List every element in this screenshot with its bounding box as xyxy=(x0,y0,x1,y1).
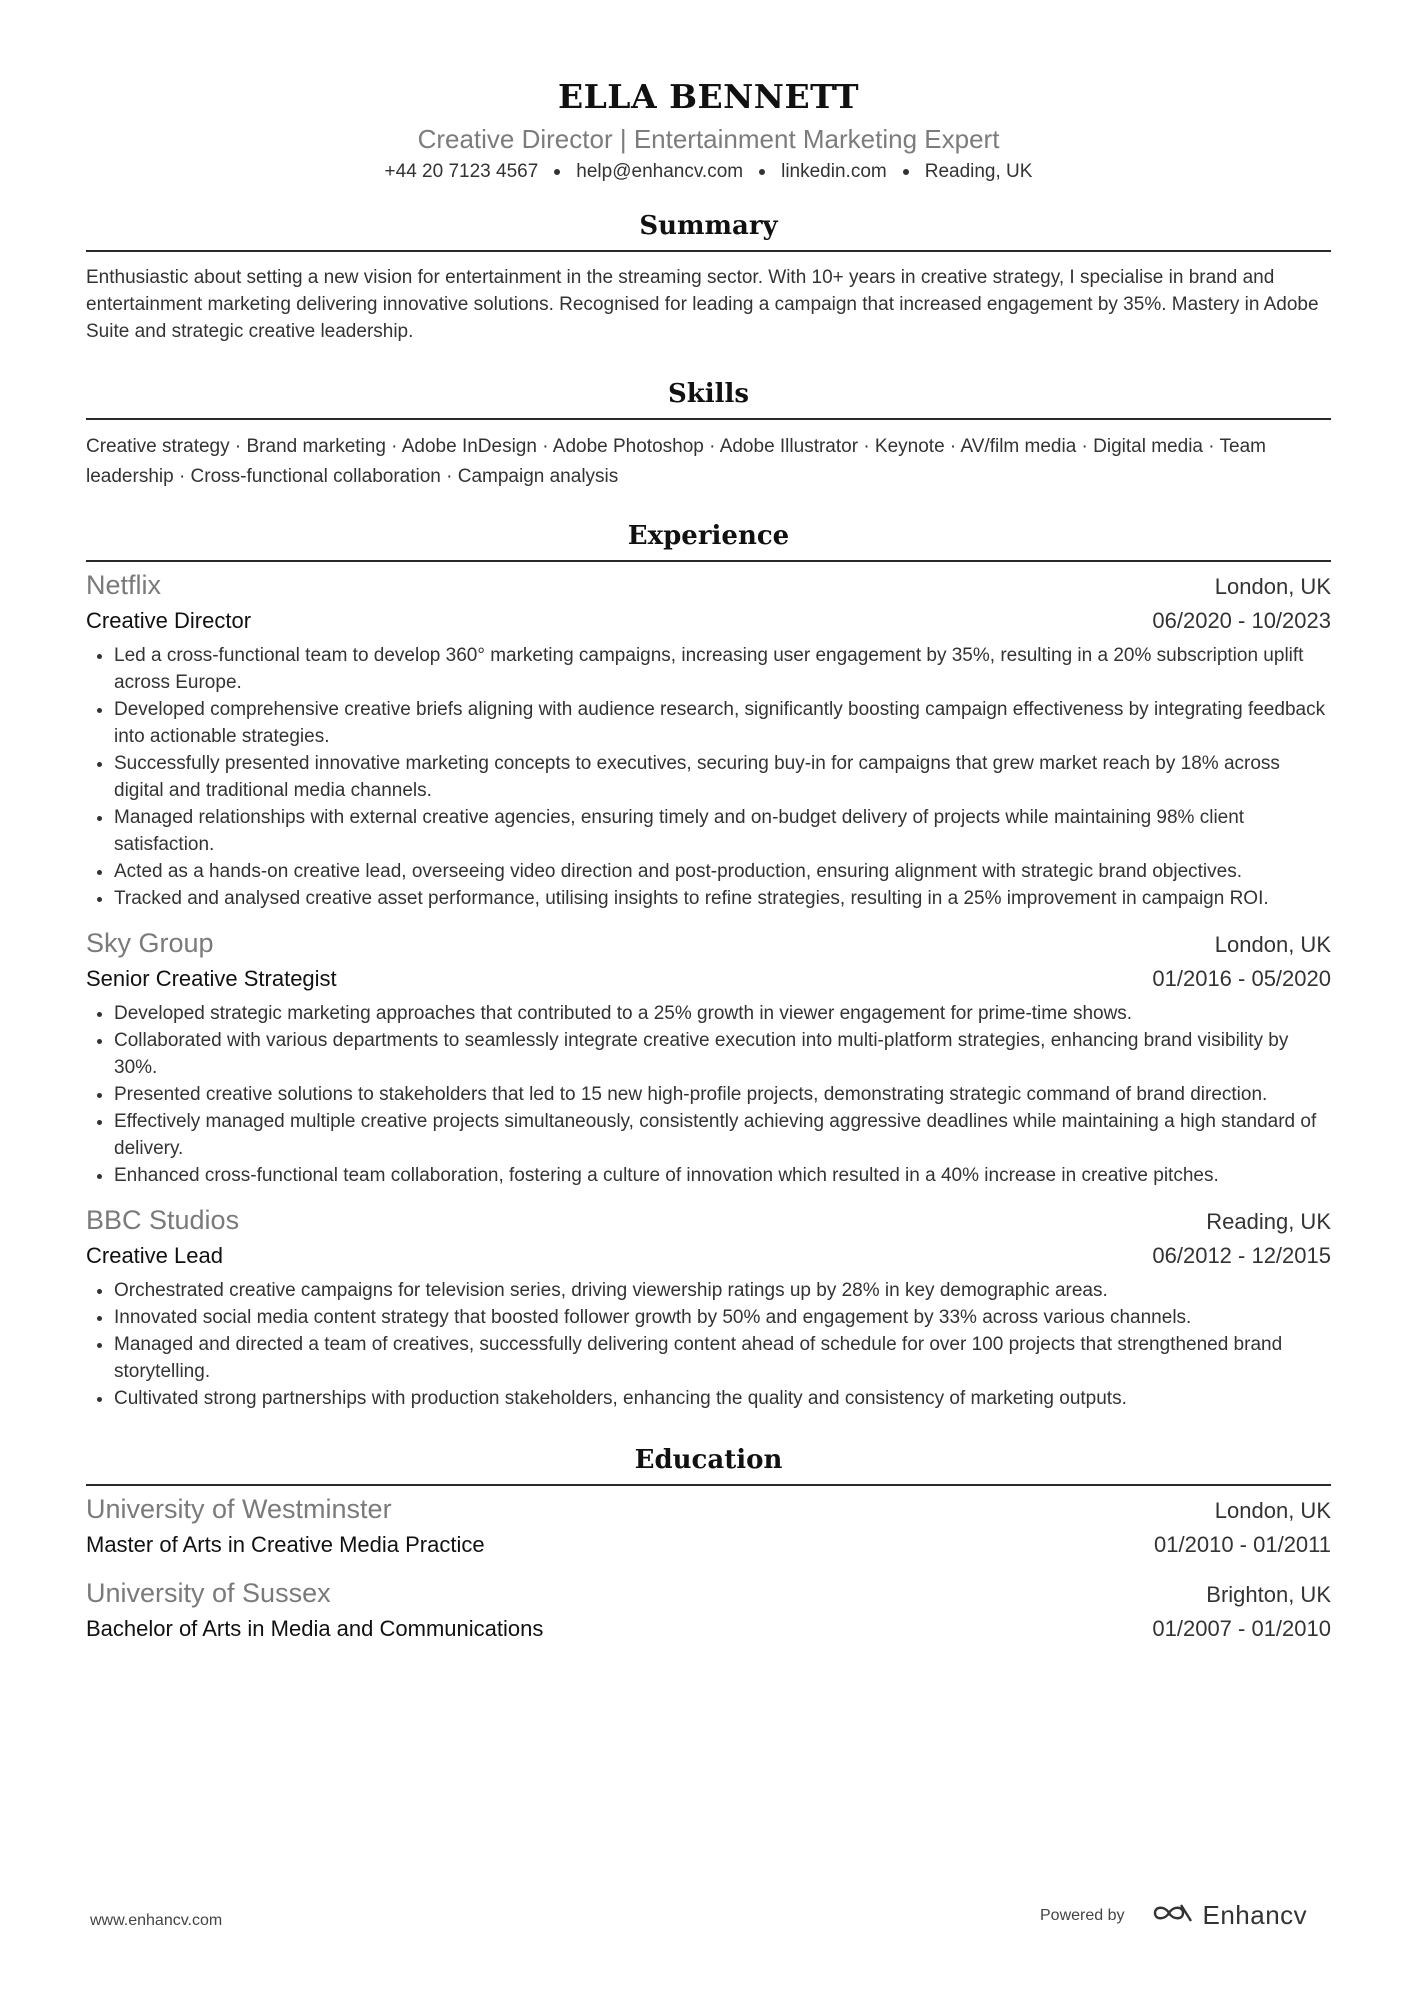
job-location: London, UK xyxy=(1214,574,1331,599)
skills-list: Creative strategy · Brand marketing · Adobe InDesign · Adobe Photoshop · Adobe Illustrator · Keynote · AV/film media · Digital media · Team leadership · Cross-functional collaboration · Campaign analysis xyxy=(86,436,1266,487)
entry-degree-row xyxy=(86,1612,1331,1646)
separator-dot xyxy=(554,169,560,175)
contact-linkedin[interactable]: linkedin.com xyxy=(781,161,887,182)
section-divider xyxy=(86,250,1331,252)
job-location: London, UK xyxy=(1214,932,1331,957)
education-entry xyxy=(86,1576,1331,1646)
school-name: University of Sussex xyxy=(86,1578,331,1608)
job-dates: 01/2016 - 05/2020 xyxy=(1152,966,1331,991)
achievement-item: • Effectively managed multiple creative projects simultaneously, consistently achieving aggressive deadlines while maintaining a high standard of delivery. xyxy=(114,1108,1331,1162)
degree-title: Master of Arts in Creative Media Practice xyxy=(86,1532,485,1557)
section-title-summary: Summary xyxy=(639,211,778,241)
school-name: University of Westminster xyxy=(86,1494,392,1524)
section-divider xyxy=(86,1484,1331,1486)
achievement-list xyxy=(86,642,1331,912)
achievement-item: • Successfully presented innovative marketing concepts to executives, securing buy-in for campaigns that grew market reach by 18% across digital and traditional media channels. xyxy=(114,750,1331,804)
entry-header-row xyxy=(86,568,1331,604)
experience-entry xyxy=(86,1203,1331,1412)
entry-role-row xyxy=(86,604,1331,638)
achievement-item: • Developed comprehensive creative briefs aligning with audience research, significantly boosting campaign effectiveness by integrating feedback into actionable strategies. xyxy=(114,696,1331,750)
achievement-list xyxy=(86,1000,1331,1189)
entry-role-row xyxy=(86,1239,1331,1273)
education-dates: 01/2007 - 01/2010 xyxy=(1152,1616,1331,1641)
separator-dot xyxy=(759,169,765,175)
education-section xyxy=(86,1442,1331,1646)
achievement-item: • Developed strategic marketing approaches that contributed to a 25% growth in viewer engagement for prime-time shows. xyxy=(114,1000,1331,1027)
powered-by-label: Powered by xyxy=(1040,1906,1125,1924)
candidate-name: ELLA BENNETT xyxy=(557,77,860,116)
resume-header xyxy=(86,0,1331,186)
company-name: Sky Group xyxy=(86,928,214,958)
entry-header-row xyxy=(86,1203,1331,1239)
entry-role-row xyxy=(86,962,1331,996)
section-divider xyxy=(86,560,1331,562)
summary-section xyxy=(86,208,1331,345)
company-name: Netflix xyxy=(86,570,162,600)
experience-section xyxy=(86,518,1331,1412)
skills-section xyxy=(86,376,1331,492)
achievement-item: • Innovated social media content strategy that boosted follower growth by 50% and engagement by 33% across various channels. xyxy=(114,1304,1331,1331)
candidate-tagline: Creative Director | Entertainment Marketing Expert xyxy=(417,124,1000,154)
school-location: Brighton, UK xyxy=(1206,1582,1331,1607)
job-location: Reading, UK xyxy=(1206,1209,1331,1234)
achievement-item: • Cultivated strong partnerships with production stakeholders, enhancing the quality and consistency of marketing outputs. xyxy=(114,1385,1331,1412)
achievement-item: • Managed relationships with external creative agencies, ensuring timely and on-budget delivery of projects while maintaining 98% client satisfaction. xyxy=(114,804,1331,858)
achievement-item: • Acted as a hands-on creative lead, overseeing video direction and post-production, ensuring alignment with strategic brand objectives. xyxy=(114,858,1331,885)
experience-entry xyxy=(86,568,1331,912)
job-dates: 06/2020 - 10/2023 xyxy=(1152,608,1331,633)
entry-header-row xyxy=(86,1492,1331,1528)
job-title: Creative Lead xyxy=(86,1243,223,1268)
school-location: London, UK xyxy=(1214,1498,1331,1523)
achievement-item: • Led a cross-functional team to develop 360° marketing campaigns, increasing user engagement by 35%, resulting in a 20% subscription uplift across Europe. xyxy=(114,642,1331,696)
job-dates: 06/2012 - 12/2015 xyxy=(1152,1243,1331,1268)
contact-phone: +44 20 7123 4567 xyxy=(384,161,539,182)
achievement-item: • Enhanced cross-functional team collaboration, fostering a culture of innovation which resulted in a 40% increase in creative pitches. xyxy=(114,1162,1331,1189)
achievement-item: • Tracked and analysed creative asset performance, utilising insights to refine strategies, resulting in a 25% improvement in campaign ROI. xyxy=(114,885,1331,912)
achievement-item: • Presented creative solutions to stakeholders that led to 15 new high-profile projects, demonstrating strategic command of brand direction. xyxy=(114,1081,1331,1108)
resume-page xyxy=(86,0,1331,1646)
contact-email[interactable]: help@enhancv.com xyxy=(576,161,744,182)
contact-line xyxy=(86,158,1331,186)
experience-entry xyxy=(86,926,1331,1189)
entry-degree-row xyxy=(86,1528,1331,1562)
separator-dot xyxy=(903,169,909,175)
contact-location: Reading, UK xyxy=(924,161,1033,182)
footer-website[interactable]: www.enhancv.com xyxy=(90,1912,223,1929)
education-dates: 01/2010 - 01/2011 xyxy=(1154,1532,1331,1557)
achievement-item: • Managed and directed a team of creatives, successfully delivering content ahead of schedule for over 100 projects that strengthened brand storytelling. xyxy=(114,1331,1331,1385)
degree-title: Bachelor of Arts in Media and Communications xyxy=(86,1616,544,1641)
achievement-item: • Orchestrated creative campaigns for television series, driving viewership ratings up by 28% in key demographic areas. xyxy=(114,1277,1331,1304)
education-entry xyxy=(86,1492,1331,1562)
section-divider xyxy=(86,418,1331,420)
summary-text: Enthusiastic about setting a new vision for entertainment in the streaming sector. With 10+ years in creative strategy, I specialise in brand and entertainment marketing delivering innovative solutions. Recognised for leading a campaign that increased engagement by 35%. Mastery in Adobe Suite and strategic creative leadership. xyxy=(86,267,1319,342)
entry-header-row xyxy=(86,1576,1331,1612)
achievement-list xyxy=(86,1277,1331,1412)
section-title-education: Education xyxy=(634,1445,783,1475)
enhancv-logo-icon xyxy=(1151,1901,1195,1930)
job-title: Senior Creative Strategist xyxy=(86,966,337,991)
job-title: Creative Director xyxy=(86,608,252,633)
enhancv-brand: Enhancv xyxy=(1202,1900,1308,1930)
entry-header-row xyxy=(86,926,1331,962)
company-name: BBC Studios xyxy=(86,1205,240,1235)
achievement-item: • Collaborated with various departments to seamlessly integrate creative execution into multi-platform strategies, enhancing brand visibility by 30%. xyxy=(114,1027,1331,1081)
section-title-skills: Skills xyxy=(667,379,750,409)
footer-branding xyxy=(1040,1900,1307,1931)
section-title-experience: Experience xyxy=(627,521,790,551)
